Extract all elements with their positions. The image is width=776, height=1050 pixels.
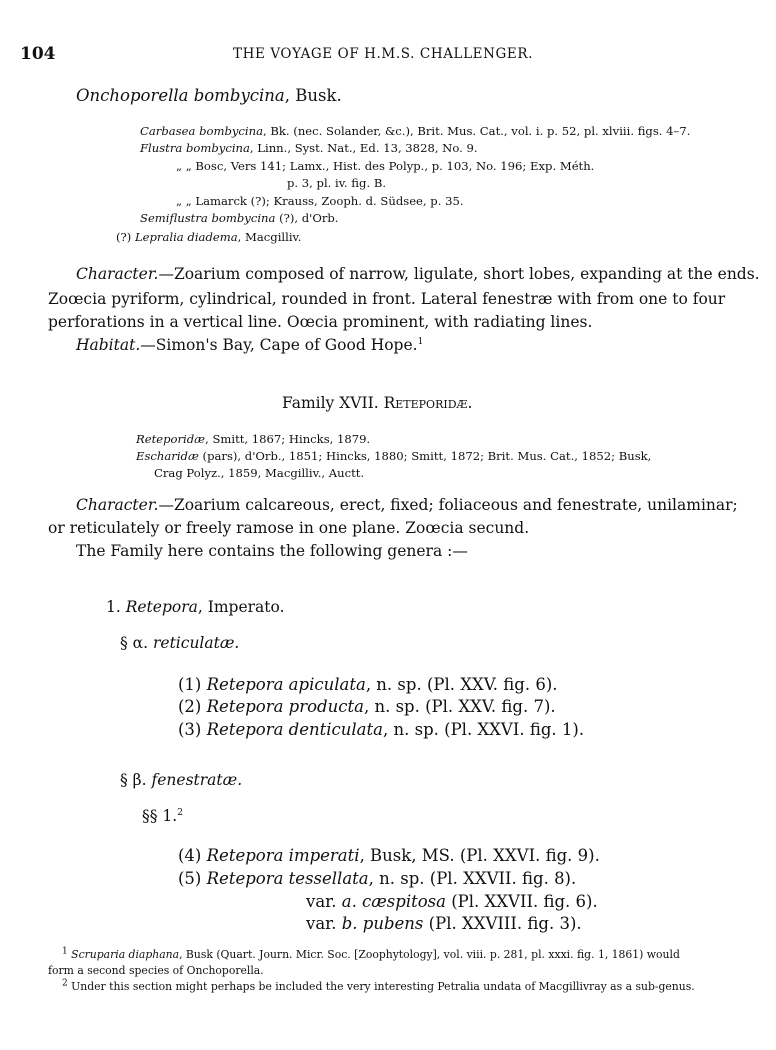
species-ref: , n. sp. (Pl. XXV. fig. 7). [363, 697, 556, 716]
section-heading [120, 771, 242, 789]
species-name: Retepora denticulata [206, 720, 383, 739]
footnote-text: , Busk (Quart. Journ. Micr. Soc. [Zoophytology], vol. viii. p. 281, pl. xxxi. fig. 1, 1861) would [179, 948, 680, 961]
footnote-ref: 1 [417, 336, 424, 347]
genus-name: Retepora [125, 598, 198, 616]
species-name: Onchoporella bombycina [76, 86, 285, 105]
synonym-ref: (?), d'Orb. [275, 211, 339, 225]
section-mark: § β. [120, 771, 152, 789]
section-heading [120, 634, 239, 652]
footnote [62, 980, 695, 993]
genus-number: 1. [106, 598, 126, 616]
synonym-line [116, 230, 301, 244]
variety-entry [306, 892, 598, 911]
species-entry [178, 675, 558, 694]
species-number: (4) [178, 846, 207, 865]
synonym-ref: „ „ Bosc, Vers 141; Lamx., Hist. des Polyp., p. 103, No. 196; Exp. Méth. [176, 159, 595, 173]
synonym-name: Flustra bombycina [140, 141, 250, 155]
synonym-line [136, 449, 651, 463]
genus-author: , Imperato. [197, 598, 285, 616]
species-name: Retepora imperati [206, 846, 360, 865]
synonym-line [136, 432, 370, 446]
footnote [62, 948, 680, 961]
species-ref: , n. sp. (Pl. XXVII. fig. 8). [368, 869, 577, 888]
synonym-ref: (pars), d'Orb., 1851; Hincks, 1880; Smitt, 1872; Brit. Mus. Cat., 1852; Busk, [198, 449, 652, 463]
section-name: reticulatæ. [153, 634, 240, 652]
synonym-line [140, 211, 339, 225]
synonym-line [176, 159, 594, 173]
subsection-mark: §§ 1. [142, 807, 178, 825]
variety-ref: (Pl. XXVII. fig. 6). [446, 892, 598, 911]
family-number: Family XVII. [282, 394, 384, 412]
footnote-species: Scruparia diaphana [71, 948, 180, 961]
section-mark: § α. [120, 634, 153, 652]
synonym-name: Escharidæ [136, 449, 199, 463]
species-entry [178, 869, 576, 888]
family-heading [282, 394, 472, 412]
character-label: Character. [76, 496, 159, 514]
page-number: 104 [20, 44, 56, 64]
species-ref: , n. sp. (Pl. XXVI. fig. 1). [383, 720, 585, 739]
synonym-ref: , Linn., Syst. Nat., Ed. 13, 3828, No. 9. [249, 141, 478, 155]
footnote-line: form a second species of Onchoporella. [48, 964, 264, 977]
habitat-paragraph [76, 336, 423, 354]
variety-name: b. pubens [341, 914, 424, 933]
synonym-line [140, 124, 690, 138]
synonym-prefix: (?) [116, 230, 135, 244]
character-paragraph [76, 265, 760, 283]
character-line: Zoœcia pyriform, cylindrical, rounded in front. Lateral fenestræ with from one to four [48, 290, 726, 308]
synonym-name: Reteporidæ [136, 432, 206, 446]
genera-intro: The Family here contains the following genera :— [76, 542, 468, 560]
habitat-label: Habitat. [76, 336, 141, 354]
synonym-ref: Crag Polyz., 1859, Macgilliv., Auctt. [154, 466, 365, 480]
character-text: —Zoarium calcareous, erect, fixed; foliaceous and fenestrate, unilaminar; [158, 496, 738, 514]
species-author: , Busk. [284, 86, 342, 105]
genus-line [106, 598, 285, 616]
species-entry [178, 846, 600, 865]
synonym-ref: , Bk. (nec. Solander, &c.), Brit. Mus. Cat., vol. i. p. 52, pl. xlviii. figs. 4–7. [263, 124, 691, 138]
character-paragraph [76, 496, 738, 514]
synonym-ref: , Smitt, 1867; Hincks, 1879. [205, 432, 371, 446]
species-title [76, 86, 342, 105]
variety-entry [306, 914, 582, 933]
character-text: —Zoarium composed of narrow, ligulate, short lobes, expanding at the ends. [158, 265, 760, 283]
footnote-text: Under this section might perhaps be included the very interesting Petralia undata of Macgillivray as a sub-genus. [71, 980, 695, 993]
synonym-ref: , Macgilliv. [237, 230, 302, 244]
section-name: fenestratæ. [151, 771, 243, 789]
habitat-text: —Simon's Bay, Cape of Good Hope. [140, 336, 418, 354]
synonym-ref: „ „ Lamarck (?); Krauss, Zooph. d. Südsee, p. 35. [176, 194, 464, 208]
footnote-mark: 1 [62, 946, 68, 957]
species-ref: , Busk, MS. (Pl. XXVI. fig. 9). [359, 846, 600, 865]
species-name: Retepora tessellata [206, 869, 369, 888]
variety-prefix: var. [306, 892, 342, 911]
species-name: Retepora producta [206, 697, 364, 716]
synonym-ref: p. 3, pl. iv. fig. B. [287, 176, 387, 190]
synonym-name: Carbasea bombycina [140, 124, 264, 138]
species-name: Retepora apiculata [206, 675, 366, 694]
character-line: or reticulately or freely ramose in one plane. Zoœcia secund. [48, 519, 530, 537]
footnote-ref: 2 [177, 807, 183, 818]
running-head: THE VOYAGE OF H.M.S. CHALLENGER. [233, 46, 534, 62]
species-number: (1) [178, 675, 207, 694]
footnote-mark: 2 [62, 978, 68, 989]
synonym-line [140, 141, 478, 155]
synonym-line [176, 194, 464, 208]
subsection-heading [142, 807, 183, 825]
species-number: (3) [178, 720, 207, 739]
synonym-line [287, 176, 386, 190]
family-name: Reteporidæ. [383, 394, 473, 412]
species-ref: , n. sp. (Pl. XXV. fig. 6). [365, 675, 558, 694]
synonym-line [154, 466, 364, 480]
species-number: (2) [178, 697, 207, 716]
species-number: (5) [178, 869, 207, 888]
synonym-name: Lepralia diadema [134, 230, 238, 244]
variety-name: a. cæspitosa [341, 892, 446, 911]
variety-prefix: var. [306, 914, 342, 933]
synonym-name: Semiflustra bombycina [140, 211, 276, 225]
species-entry [178, 720, 584, 739]
variety-ref: (Pl. XXVIII. fig. 3). [423, 914, 582, 933]
character-line: perforations in a vertical line. Oœcia prominent, with radiating lines. [48, 313, 593, 331]
species-entry [178, 697, 556, 716]
character-label: Character. [76, 265, 159, 283]
